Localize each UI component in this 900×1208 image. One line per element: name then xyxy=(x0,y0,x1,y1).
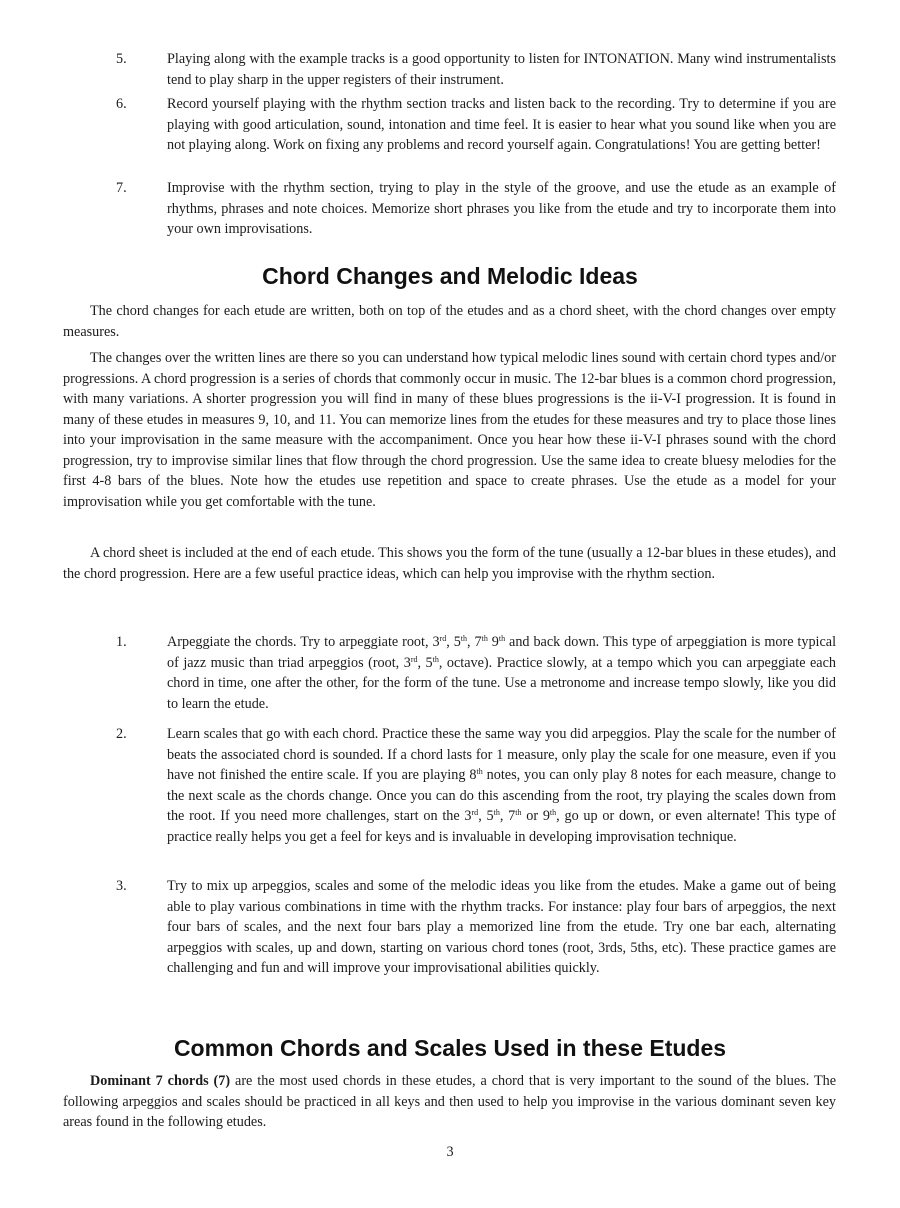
list-item xyxy=(116,632,836,714)
list-text: Learn scales that go with each chord. Practice these the same way you did arpeggios. Play the scale for the number of beats the associated chord is sounded. If a chord lasts for 1 measure, only play the scale for one measure, even if you have not finished the entire scale. If you are playing 8th notes, you can only play 8 notes for each measure, change to the next scale as the chords change. Once you can do this ascending from the root, try playing the scales down from the root. If you need more challenges, start on the 3rd, 5th, 7th or 9th, go up or down, or even alternate! This type of practice really helps you get a feel for keys and is invaluable in developing improvisation technique. xyxy=(167,726,836,845)
list-text: Improvise with the rhythm section, trying to play in the style of the groove, and use the etude as an example of rhythms, phrases and note choices. Memorize short phrases you like from the etude and try to incorporate them into your own improvisations. xyxy=(167,180,836,237)
list-item xyxy=(116,876,836,979)
paragraph: Dominant 7 chords (7) are the most used chords in these etudes, a chord that is very important to the sound of the blues. The following arpeggios and scales should be practiced in all keys and then used to help you improvise in the various dominant seven key areas found in the following etudes. xyxy=(63,1073,836,1130)
list-number: 2. xyxy=(116,726,127,742)
paragraph: The chord changes for each etude are written, both on top of the etudes and as a chord sheet, with the chord changes over empty measures. xyxy=(63,303,836,340)
list-number: 7. xyxy=(116,180,127,196)
list-text: Record yourself playing with the rhythm section tracks and listen back to the recording. Try to determine if you are playing with good articulation, sound, intonation and time feel. It is easier to hear what you sound like when you are not playing along. Work on fixing any problems and record yourself again. Congratulations! You are getting better! xyxy=(167,96,836,153)
paragraph: A chord sheet is included at the end of each etude. This shows you the form of the tune (usually a 12-bar blues in these etudes), and the chord progression. Here are a few useful practice ideas, which can help you improvise with the rhythm section. xyxy=(63,545,836,582)
page-number: 3 xyxy=(446,1144,454,1160)
list-number: 3. xyxy=(116,878,127,894)
list-number: 1. xyxy=(116,634,127,650)
list-text: Arpeggiate the chords. Try to arpeggiate root, 3rd, 5th, 7th 9th and back down. This type of arpeggiation is more typical of jazz music than triad arpeggios (root, 3rd, 5th, octave). Practice slowly, at a tempo which you can arpeggiate each chord in time, one after the other, for the form of the tune. Use a metronome and increase tempo slowly, like you did to learn the etude. xyxy=(167,634,837,712)
list-number: 5. xyxy=(116,51,127,67)
bold-lead: Dominant 7 chords (7) xyxy=(90,1073,231,1089)
list-number: 6. xyxy=(116,96,127,112)
list-text: Try to mix up arpeggios, scales and some of the melodic ideas you like from the etudes. Make a game out of being able to play various combinations in time with the rhythm tracks. For instance: play four bars of arpeggios, the next four bars of scales, and the next four bars play a memorized line from the etude. Try one bar each, alternating arpeggios with scales, up and down, starting on various chord tones (root, 3rds, 5ths, etc). These practice games are challenging and fun and will improve your improvisational abilities quickly. xyxy=(167,878,836,976)
section-heading: Chord Changes and Melodic Ideas xyxy=(262,263,638,289)
section-heading: Common Chords and Scales Used in these Etudes xyxy=(173,1035,727,1061)
list-item xyxy=(116,94,836,156)
list-item xyxy=(116,724,836,847)
list-item xyxy=(116,178,836,240)
list-text: Playing along with the example tracks is a good opportunity to listen for INTONATION. Many wind instrumentalists tend to play sharp in the upper registers of their instrument. xyxy=(167,51,836,88)
list-item xyxy=(116,49,836,90)
paragraph: The changes over the written lines are there so you can understand how typical melodic lines sound with certain chord types and/or progressions. A chord progression is a series of chords that commonly occur in music. The 12-bar blues is a common chord progression, with many variations. A shorter progression you will find in many of these blues progressions is the ii-V-I progression. It is found in many of these etudes in measures 9, 10, and 11. You can memorize lines from the etudes for these measures and try to place those lines into your improvisation in the same measure with the accompaniment. Once you hear how these ii-V-I phrases sound with the chord progression, try to improvise similar lines that flow through the chord progression. Use the same idea to create bluesy melodies for the first 4-8 bars of the blues. Note how the etudes use repetition and space to create phrases. Use the etude as a model for your improvisation while you get comfortable with the tune. xyxy=(63,350,836,510)
